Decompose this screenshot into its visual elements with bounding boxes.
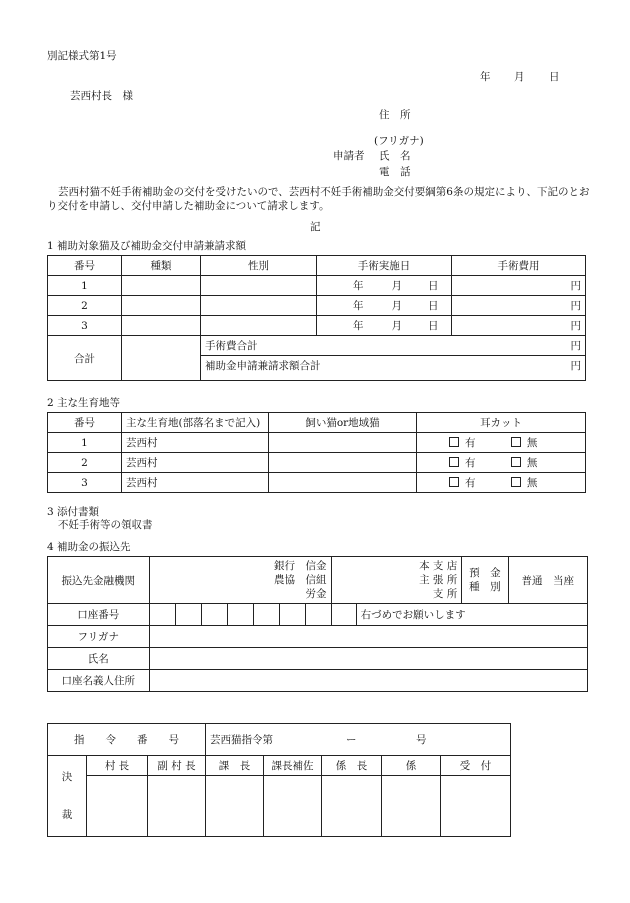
holder-name-field[interactable] bbox=[149, 648, 587, 670]
stamps-row bbox=[48, 776, 511, 837]
cost-cell[interactable]: 円 bbox=[452, 296, 586, 316]
surgery-total-label: 手術費合計 bbox=[205, 340, 258, 352]
sex-cell[interactable] bbox=[201, 296, 317, 316]
cost-cell[interactable]: 円 bbox=[452, 276, 586, 296]
table-row bbox=[48, 473, 586, 493]
body-text: 芸西村猫不妊手術補助金の交付を受けたいので、芸西村不妊手術補助金交付要綱第6条の規定により、下記のとおり交付を申請し、交付申請した補助金について請求します。 bbox=[47, 186, 590, 212]
account-digit[interactable] bbox=[227, 604, 253, 626]
no-label: 無 bbox=[526, 457, 538, 469]
branch-type-2: 主 張 所 bbox=[419, 574, 458, 586]
total-blank bbox=[122, 336, 201, 381]
stamp-cell[interactable] bbox=[264, 776, 322, 837]
bank-type-3: 労金 bbox=[305, 588, 327, 600]
bank-type-2: 農協 信組 bbox=[274, 574, 327, 586]
header-surgery-cost: 手術費用 bbox=[452, 256, 586, 276]
addressee: 芸西村長 様 bbox=[70, 90, 133, 102]
account-digit[interactable] bbox=[280, 604, 306, 626]
header-number: 番号 bbox=[48, 256, 122, 276]
role-assistant-chief: 課長補佐 bbox=[264, 756, 322, 776]
row-number: 3 bbox=[48, 316, 122, 336]
table-row bbox=[48, 296, 586, 316]
yes-label: 有 bbox=[465, 477, 476, 489]
account-digit[interactable] bbox=[254, 604, 280, 626]
pet-type-cell[interactable] bbox=[269, 453, 417, 473]
pet-type-cell[interactable] bbox=[269, 473, 417, 493]
year-mark: 年 bbox=[353, 300, 364, 312]
section1-title: 1 補助対象猫及び補助金交付申請兼請求額 bbox=[47, 240, 247, 252]
yes-label: 有 bbox=[465, 437, 476, 449]
habitat-cell[interactable]: 芸西村 bbox=[122, 453, 269, 473]
ki-label: 記 bbox=[310, 221, 321, 233]
habitat-cell[interactable]: 芸西村 bbox=[122, 433, 269, 453]
form-id: 別記様式第1号 bbox=[47, 50, 117, 62]
order-dash: ー bbox=[346, 734, 357, 746]
account-digit[interactable] bbox=[306, 604, 331, 626]
account-number-row bbox=[48, 604, 588, 626]
month-mark: 月 bbox=[391, 300, 402, 312]
decision-label-2: 裁 bbox=[61, 809, 73, 821]
day-mark: 日 bbox=[428, 280, 439, 292]
checkbox-no[interactable] bbox=[511, 477, 521, 487]
table-row bbox=[48, 276, 586, 296]
deposit-type-options[interactable]: 普通 当座 bbox=[508, 557, 588, 604]
checkbox-no[interactable] bbox=[511, 457, 521, 467]
name-label: 氏 名 bbox=[379, 150, 411, 162]
habitat-table bbox=[47, 412, 586, 493]
branch-name-cell[interactable] bbox=[331, 557, 462, 604]
type-cell[interactable] bbox=[122, 276, 201, 296]
stamp-cell[interactable] bbox=[206, 776, 264, 837]
account-digit[interactable] bbox=[149, 604, 175, 626]
total-label: 合計 bbox=[48, 336, 122, 381]
sex-cell[interactable] bbox=[201, 316, 317, 336]
bank-table bbox=[47, 556, 588, 692]
stamp-cell[interactable] bbox=[382, 776, 441, 837]
subsidy-total-yen: 円 bbox=[570, 360, 581, 372]
account-number-label: 口座番号 bbox=[48, 604, 150, 626]
order-row bbox=[48, 724, 511, 756]
no-label: 無 bbox=[526, 477, 538, 489]
table-header-row bbox=[48, 256, 586, 276]
day-mark: 日 bbox=[428, 300, 439, 312]
decision-label bbox=[48, 756, 87, 837]
institution-row bbox=[48, 557, 588, 604]
applicant-label: 申請者 bbox=[333, 150, 365, 162]
order-number-field[interactable] bbox=[206, 724, 511, 756]
account-digit[interactable] bbox=[175, 604, 201, 626]
month-mark: 月 bbox=[391, 280, 402, 292]
right-align-note: 右づめでお願いします bbox=[356, 604, 587, 626]
table-header-row bbox=[48, 413, 586, 433]
header-number: 番号 bbox=[48, 413, 122, 433]
holder-address-row bbox=[48, 670, 588, 692]
approval-table bbox=[47, 723, 511, 837]
checkbox-yes[interactable] bbox=[449, 477, 459, 487]
habitat-cell[interactable]: 芸西村 bbox=[122, 473, 269, 493]
table-row bbox=[48, 433, 586, 453]
decision-label-1: 決 bbox=[61, 771, 73, 783]
role-reception: 受 付 bbox=[441, 756, 511, 776]
surgery-total-row bbox=[48, 336, 586, 356]
surgery-total-cell[interactable] bbox=[201, 336, 586, 356]
row-number: 2 bbox=[48, 453, 122, 473]
holder-address-field[interactable] bbox=[149, 670, 587, 692]
order-prefix: 芸西猫指令第 bbox=[210, 734, 273, 746]
stamp-cell[interactable] bbox=[148, 776, 206, 837]
header-sex: 性別 bbox=[201, 256, 317, 276]
institution-label: 振込先金融機関 bbox=[48, 557, 150, 604]
header-surgery-date: 手術実施日 bbox=[317, 256, 452, 276]
ear-cut-cell bbox=[417, 433, 586, 453]
attachment-item: 不妊手術等の領収書 bbox=[58, 519, 153, 531]
bank-type-1: 銀行 信金 bbox=[274, 560, 327, 572]
ear-cut-cell bbox=[417, 453, 586, 473]
stamp-cell[interactable] bbox=[441, 776, 511, 837]
year-mark: 年 bbox=[353, 280, 364, 292]
month-mark: 月 bbox=[391, 320, 402, 332]
branch-type-3: 支 所 bbox=[432, 588, 458, 600]
role-staff: 係 bbox=[382, 756, 441, 776]
yes-label: 有 bbox=[465, 457, 476, 469]
account-digit[interactable] bbox=[201, 604, 227, 626]
holder-name-label: 氏名 bbox=[48, 648, 150, 670]
type-cell[interactable] bbox=[122, 296, 201, 316]
no-label: 無 bbox=[526, 437, 538, 449]
row-number: 2 bbox=[48, 296, 122, 316]
type-cell[interactable] bbox=[122, 316, 201, 336]
row-number: 1 bbox=[48, 276, 122, 296]
subsidy-total-cell[interactable] bbox=[201, 356, 586, 381]
deposit-type-label-1: 預 金 bbox=[469, 567, 501, 579]
checkbox-yes[interactable] bbox=[449, 457, 459, 467]
surgery-total-yen: 円 bbox=[570, 340, 581, 352]
deposit-type-label-2: 種 別 bbox=[469, 581, 501, 593]
furigana-label: (フリガナ) bbox=[374, 135, 424, 147]
subsidy-table bbox=[47, 255, 586, 381]
role-deputy-mayor: 副 村 長 bbox=[148, 756, 206, 776]
subsidy-total-label: 補助金申請兼請求額合計 bbox=[205, 360, 321, 372]
table-row bbox=[48, 316, 586, 336]
checkbox-yes[interactable] bbox=[449, 437, 459, 447]
account-digit[interactable] bbox=[331, 604, 356, 626]
row-number: 1 bbox=[48, 433, 122, 453]
address-label: 住 所 bbox=[379, 109, 411, 121]
stamp-cell[interactable] bbox=[322, 776, 382, 837]
header-ear-cut: 耳カット bbox=[417, 413, 586, 433]
section4-title: 4 補助金の振込先 bbox=[47, 541, 131, 553]
day-mark: 日 bbox=[428, 320, 439, 332]
sex-cell[interactable] bbox=[201, 276, 317, 296]
phone-label: 電 話 bbox=[379, 166, 411, 178]
date-cell[interactable] bbox=[317, 276, 452, 296]
order-suffix: 号 bbox=[416, 734, 427, 746]
date-year: 年 bbox=[480, 71, 491, 83]
bank-name-cell[interactable] bbox=[149, 557, 331, 604]
header-type: 種類 bbox=[122, 256, 201, 276]
date-month: 月 bbox=[514, 71, 525, 83]
branch-type-1: 本 支 店 bbox=[419, 560, 458, 572]
stamp-cell[interactable] bbox=[87, 776, 148, 837]
header-pet-or-community: 飼い猫or地域猫 bbox=[269, 413, 417, 433]
deposit-type-label bbox=[462, 557, 508, 604]
header-habitat: 主な生育地(部落名まで記入) bbox=[122, 413, 269, 433]
role-subsection-chief: 係 長 bbox=[322, 756, 382, 776]
holder-furigana-field[interactable] bbox=[149, 626, 587, 648]
furigana-row bbox=[48, 626, 588, 648]
year-mark: 年 bbox=[353, 320, 364, 332]
holder-name-row bbox=[48, 648, 588, 670]
role-mayor: 村 長 bbox=[87, 756, 148, 776]
row-number: 3 bbox=[48, 473, 122, 493]
pet-type-cell[interactable] bbox=[269, 433, 417, 453]
order-number-label: 指 令 番 号 bbox=[48, 724, 206, 756]
date-cell[interactable] bbox=[317, 316, 452, 336]
checkbox-no[interactable] bbox=[511, 437, 521, 447]
ear-cut-cell bbox=[417, 473, 586, 493]
roles-row bbox=[48, 756, 511, 776]
role-section-chief: 課 長 bbox=[206, 756, 264, 776]
section3-title: 3 添付書類 bbox=[47, 506, 100, 518]
cost-cell[interactable]: 円 bbox=[452, 316, 586, 336]
table-row bbox=[48, 453, 586, 473]
section2-title: 2 主な生育地等 bbox=[47, 397, 121, 409]
date-day: 日 bbox=[549, 71, 560, 83]
holder-address-label: 口座名義人住所 bbox=[48, 670, 150, 692]
date-cell[interactable] bbox=[317, 296, 452, 316]
holder-furigana-label: フリガナ bbox=[48, 626, 150, 648]
